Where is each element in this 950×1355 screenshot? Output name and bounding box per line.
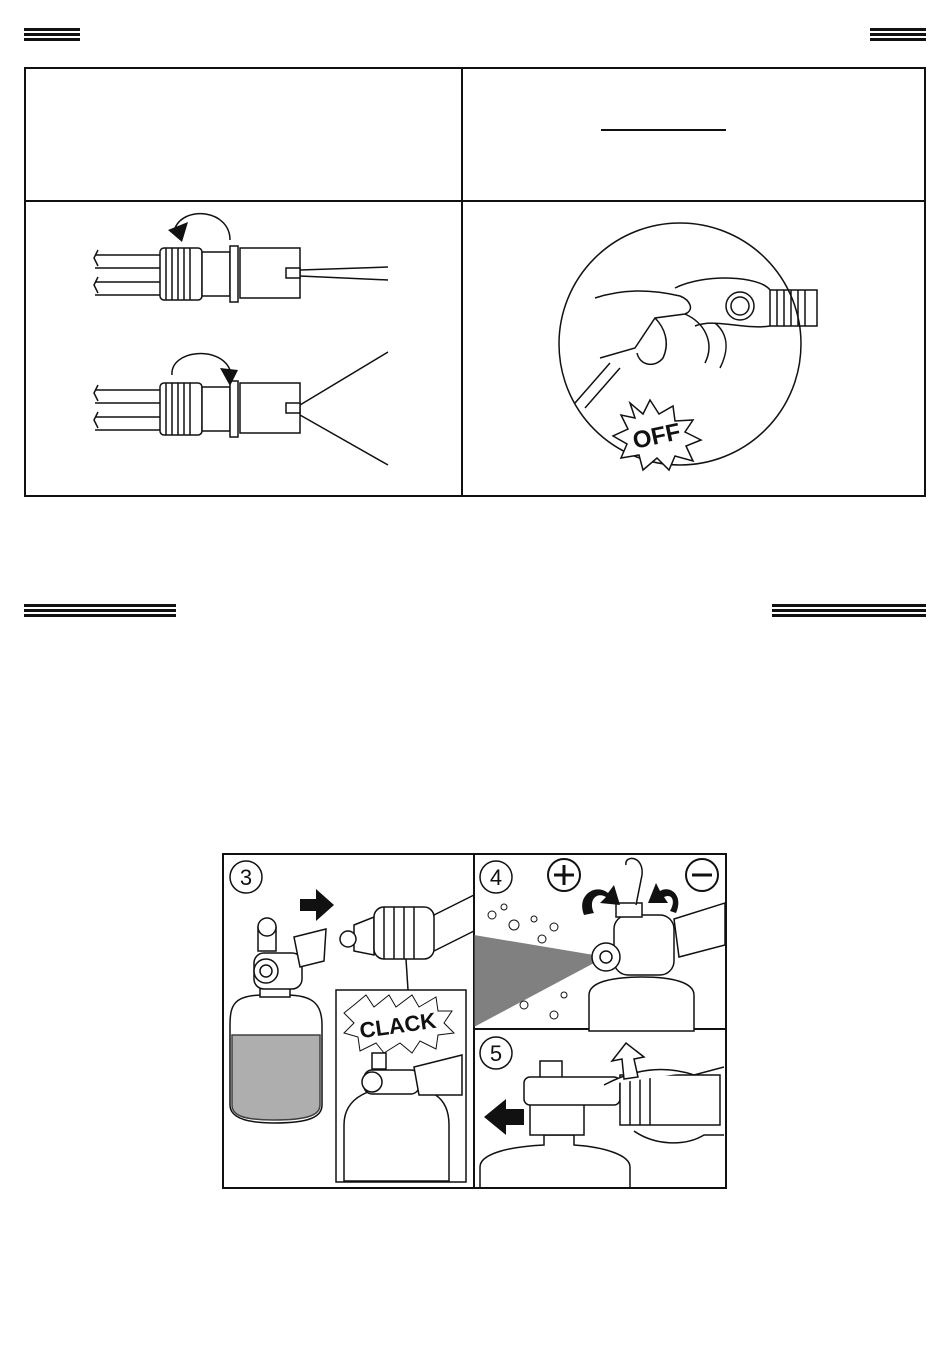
- step-4-number: 4: [489, 865, 503, 890]
- grid-divider-horizontal: [26, 200, 924, 202]
- section-rule-left: [24, 604, 176, 618]
- step-3-number: 3: [239, 865, 253, 890]
- header-rule-right: [870, 28, 926, 42]
- trigger-off-illustration: [555, 218, 825, 478]
- grid-divider-vertical: [461, 69, 463, 495]
- nozzle-wide-spray: [94, 352, 388, 465]
- clack-label: CLACK: [357, 1007, 438, 1044]
- nozzle-adjustment-illustration: [90, 210, 400, 470]
- foam-nozzle-figure: [222, 853, 727, 1189]
- minus-icon: [686, 859, 718, 891]
- nozzle-narrow-jet: [94, 246, 388, 302]
- header-rule-left: [24, 28, 80, 42]
- arrow-right-icon: [300, 889, 334, 921]
- step-5-number: 5: [489, 1041, 503, 1066]
- step-4-panel: [474, 858, 725, 1031]
- heading-underline: [601, 129, 726, 131]
- step-3-panel: [230, 861, 474, 1182]
- section-rule-right: [772, 604, 926, 618]
- arrow-left-icon: [484, 1099, 524, 1135]
- step-5-panel: [480, 1037, 724, 1187]
- plus-icon: [548, 859, 580, 891]
- arrow-ccw-icon: [648, 883, 678, 913]
- arrow-cw-icon: [172, 354, 238, 386]
- off-label: OFF: [630, 418, 683, 455]
- arrow-cw-icon: [582, 885, 620, 915]
- arrow-ccw-icon: [168, 214, 230, 242]
